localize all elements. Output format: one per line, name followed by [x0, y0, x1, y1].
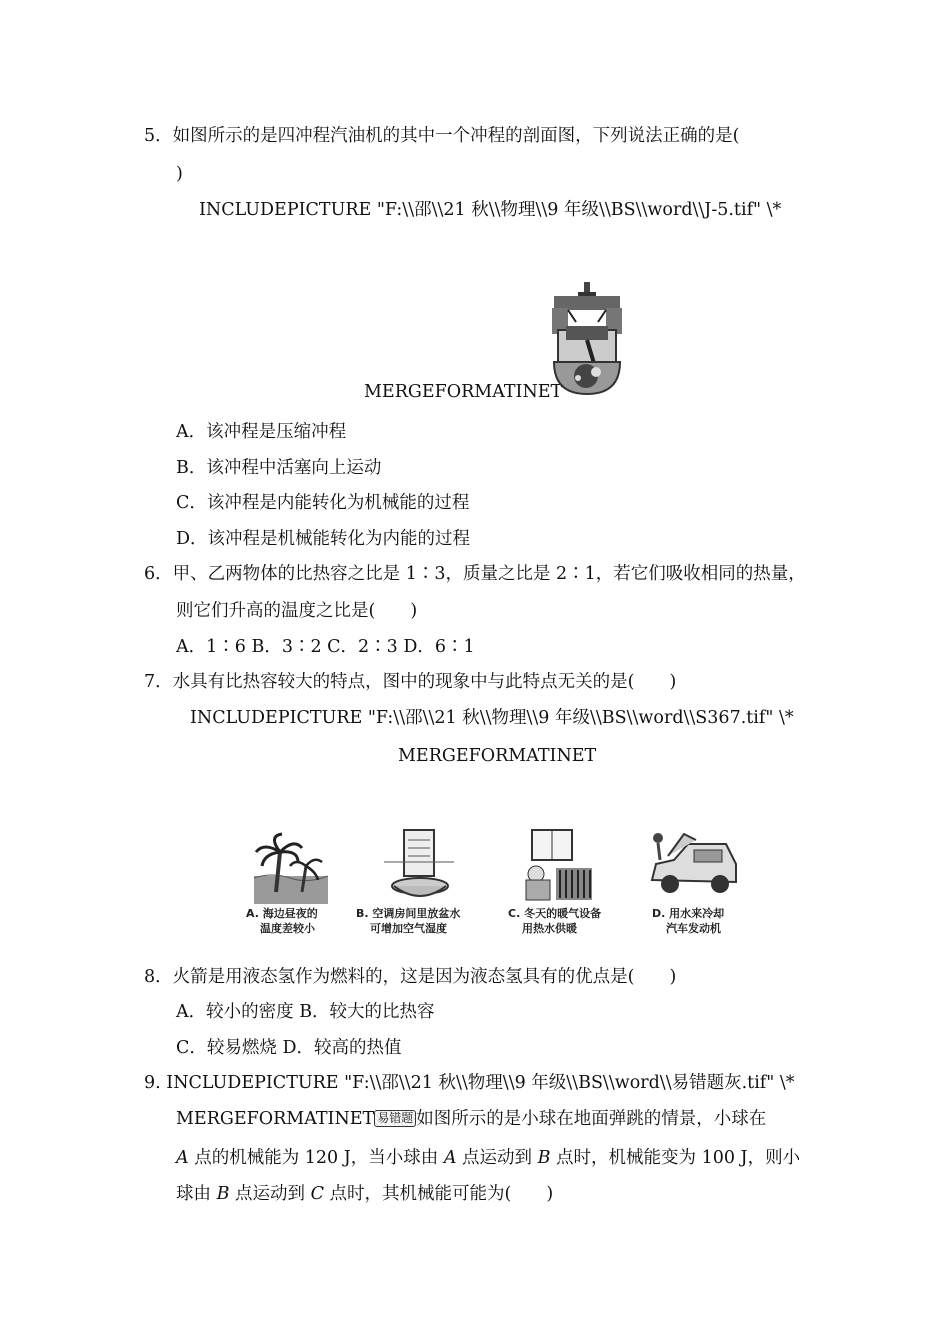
room-heater-figure: [516, 828, 596, 904]
q9-line2-text: 如图所示的是小球在地面弹跳的情景，小球在: [416, 1109, 767, 1129]
error-prone-badge: 易错题: [374, 1110, 416, 1127]
q9-line4-part3: 点时，其机械能可能为( ): [323, 1184, 554, 1204]
q6-number: 6．: [144, 564, 173, 584]
q7-caption-b-line2: 可增加空气湿度: [370, 922, 447, 935]
q6-options: A．1∶6 B．3∶2 C．2∶3 D．6∶1: [176, 637, 475, 657]
q7-number: 7．: [144, 672, 173, 692]
q9-line3-part2: 点运动到: [456, 1148, 538, 1168]
q9-line3-part3: 点时，机械能变为 100 J，则小: [550, 1148, 801, 1168]
q9-field-tail: MERGEFORMATINET: [176, 1109, 375, 1129]
car-engine-cooling-figure: [648, 830, 740, 902]
q7-caption-d-line2: 汽车发动机: [666, 922, 721, 935]
q5-option-c: C．该冲程是内能转化为机械能的过程: [176, 493, 470, 513]
q7-caption-a-line1: A. 海边昼夜的: [246, 907, 318, 920]
q5-field-code: INCLUDEPICTURE "F:\\邵\\21 秋\\物理\\9 年级\\BS\\word\\J-5.tif" \*: [199, 200, 782, 220]
point-c-label: C: [310, 1184, 324, 1204]
point-a-label-2: A: [443, 1148, 457, 1168]
point-b-label: B: [537, 1148, 551, 1168]
point-a-label: A: [176, 1148, 189, 1168]
q9-line4: [176, 1182, 553, 1206]
q7-caption-c-line2: 用热水供暖: [522, 922, 577, 935]
q5-option-b: B．该冲程中活塞向上运动: [176, 458, 382, 478]
q5-field-tail: MERGEFORMATINET: [364, 382, 563, 402]
q8-options-line1: A．较小的密度 B．较大的比热容: [176, 1002, 435, 1022]
q7-stem: [144, 670, 676, 694]
q6-stem-line1: [144, 562, 806, 586]
q5-number: 5．: [144, 126, 173, 146]
q9-line2: [176, 1107, 766, 1131]
q5-option-a: A．该冲程是压缩冲程: [176, 422, 347, 442]
q6-stem-line2: 则它们升高的温度之比是( ): [176, 601, 418, 621]
q9-line4-part2: 点运动到: [229, 1184, 311, 1204]
q6-stem-text: 甲、乙两物体的比热容之比是 1∶3，质量之比是 2∶1，若它们吸收相同的热量，: [172, 564, 806, 584]
q7-field-tail: MERGEFORMATINET: [398, 746, 597, 766]
q8-stem: [144, 965, 676, 989]
engine-cross-section-figure: [548, 282, 626, 398]
q9-number: 9.: [144, 1073, 161, 1093]
q7-field-code: INCLUDEPICTURE "F:\\邵\\21 秋\\物理\\9 年级\\BS\\word\\S367.tif" \*: [190, 708, 794, 728]
seaside-palm-figure: [254, 832, 328, 904]
point-b-label-2: B: [216, 1184, 230, 1204]
q8-options-line2: C．较易燃烧 D．较高的热值: [176, 1038, 402, 1058]
q7-caption-b-line1: B. 空调房间里放盆水: [356, 907, 461, 920]
q9-line4-part1: 球由: [176, 1184, 217, 1204]
q8-stem-text: 火箭是用液态氢作为燃料的，这是因为液态氢具有的优点是( ): [172, 967, 677, 987]
q5-stem-line2: ): [176, 164, 183, 184]
q7-caption-c-line1: C. 冬天的暖气设备: [508, 907, 602, 920]
q7-caption-d-line1: D. 用水来冷却: [652, 907, 725, 920]
q7-caption-a-line2: 温度差较小: [260, 922, 315, 935]
q5-option-d: D．该冲程是机械能转化为内能的过程: [176, 529, 471, 549]
q5-stem-line1: [144, 124, 739, 148]
air-conditioner-basin-figure: [384, 826, 454, 906]
q7-stem-text: 水具有比热容较大的特点，图中的现象中与此特点无关的是( ): [172, 672, 677, 692]
q8-number: 8．: [144, 967, 173, 987]
q5-stem-text: 如图所示的是四冲程汽油机的其中一个冲程的剖面图，下列说法正确的是(: [172, 126, 740, 146]
q9-line3: [176, 1146, 800, 1170]
q9-field-code: INCLUDEPICTURE "F:\\邵\\21 秋\\物理\\9 年级\\BS\\word\\易错题灰.tif" \*: [166, 1073, 795, 1093]
q9-line1: [144, 1071, 795, 1095]
q9-line3-part1: 点的机械能为 120 J，当小球由: [188, 1148, 444, 1168]
